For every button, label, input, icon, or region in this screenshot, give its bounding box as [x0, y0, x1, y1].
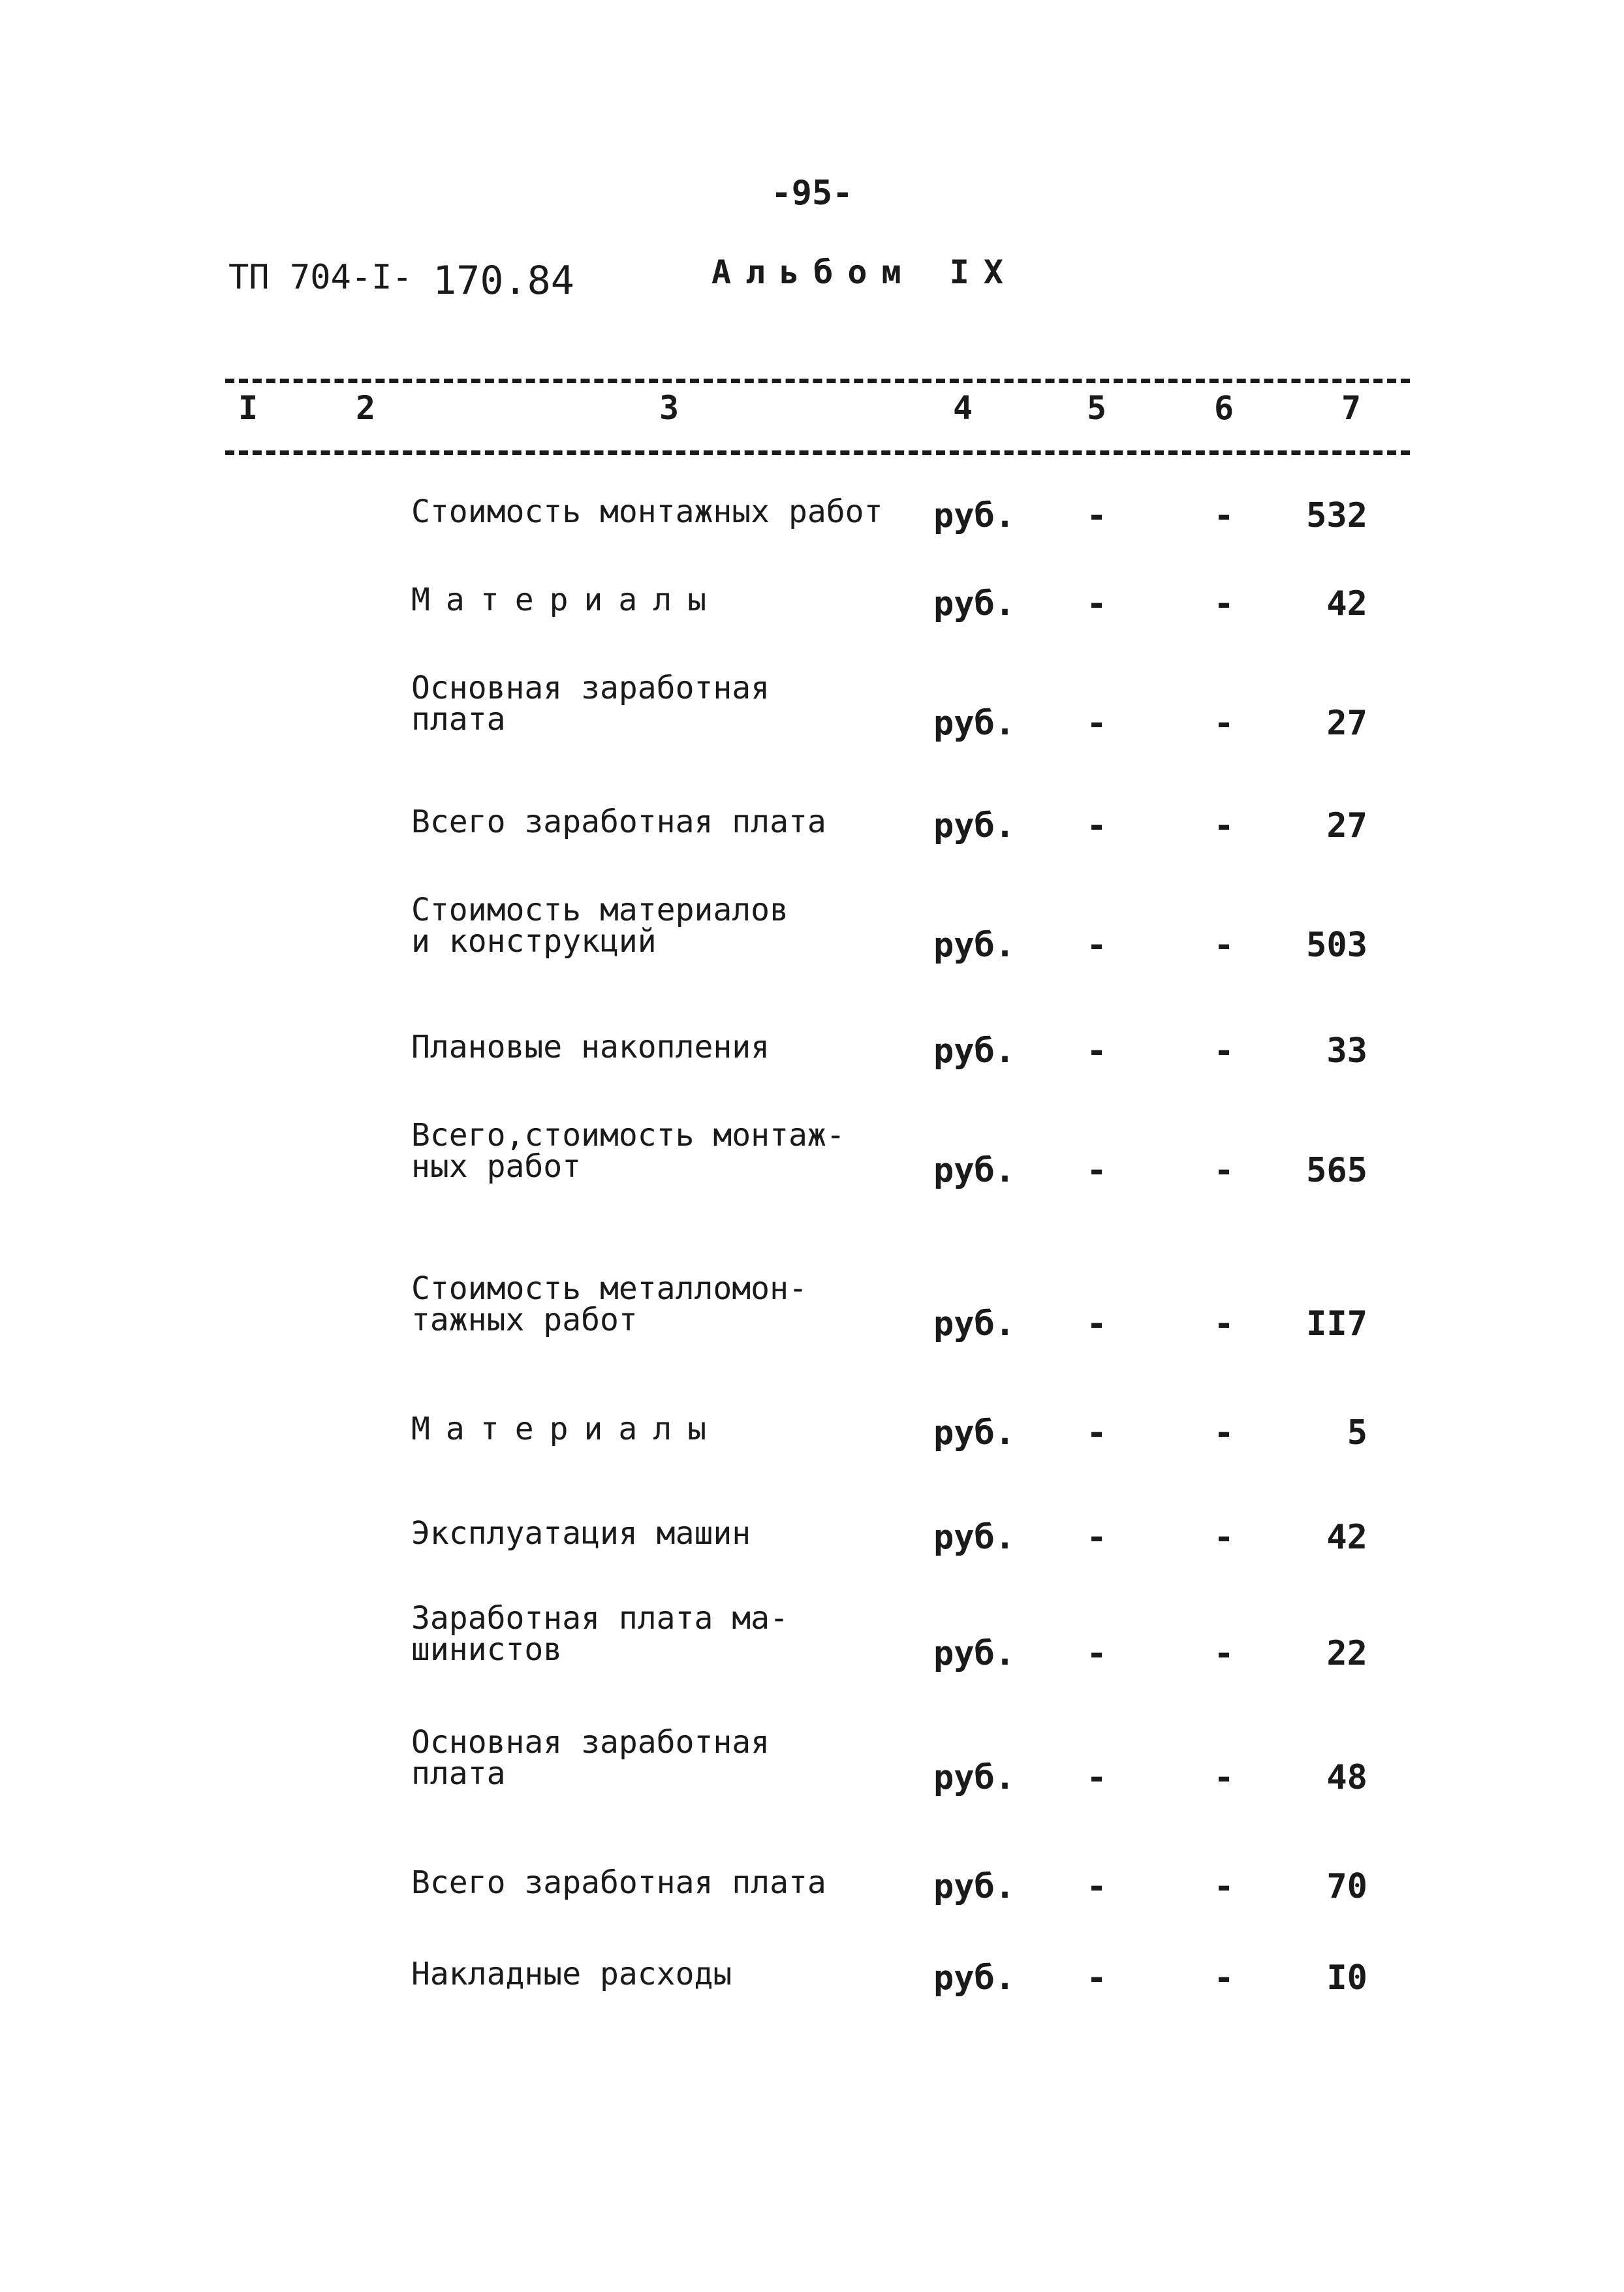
row-description-line: Накладные расходы	[411, 1956, 732, 1992]
row-description-line: Стоимость металломон-	[411, 1270, 807, 1307]
document-code	[228, 256, 574, 304]
column-header-5: 5	[1086, 389, 1107, 427]
table-row	[0, 1958, 1624, 2043]
table-row	[0, 1515, 1624, 1603]
row-col5-dash: -	[1086, 1304, 1107, 1343]
row-unit: руб.	[933, 584, 1016, 623]
row-description-line: Эксплуатация машин	[411, 1515, 751, 1552]
row-description	[411, 1724, 770, 1792]
row-unit: руб.	[933, 1958, 1016, 1998]
row-unit: руб.	[933, 496, 1016, 535]
row-col6-dash: -	[1213, 704, 1234, 743]
row-description	[411, 1958, 732, 1990]
column-header-6: 6	[1213, 389, 1234, 427]
table-header-bottom-rule	[225, 450, 1410, 455]
row-value: 22	[1326, 1634, 1367, 1673]
table-row	[0, 1600, 1624, 1688]
row-description	[411, 670, 770, 738]
row-description-line: и конструкций	[411, 923, 657, 960]
row-description-line: Материалы	[411, 582, 723, 618]
column-header-3: 3	[659, 389, 679, 427]
column-header-1: I	[238, 389, 258, 427]
table-row	[0, 672, 1624, 757]
table-header-top-rule	[225, 379, 1410, 383]
row-description-line: Материалы	[411, 1411, 723, 1447]
row-value: 48	[1326, 1758, 1367, 1797]
row-col5-dash: -	[1086, 1031, 1107, 1071]
row-unit: руб.	[933, 1413, 1016, 1452]
row-description	[411, 892, 789, 960]
row-description	[411, 1600, 789, 1668]
table-row	[0, 1117, 1624, 1204]
album-title: Альбом IX	[711, 253, 1018, 291]
row-col6-dash: -	[1213, 1304, 1234, 1343]
row-col6-dash: -	[1213, 1413, 1234, 1452]
row-col5-dash: -	[1086, 1151, 1107, 1190]
row-description	[411, 1031, 770, 1063]
row-description	[411, 1117, 845, 1185]
row-value: 503	[1306, 926, 1367, 965]
column-header-2: 2	[355, 389, 376, 427]
row-value: 42	[1326, 1518, 1367, 1557]
row-value: 5	[1347, 1413, 1367, 1452]
row-value: 565	[1306, 1151, 1367, 1190]
row-description	[411, 1270, 807, 1338]
row-col6-dash: -	[1213, 1758, 1234, 1797]
row-description	[411, 584, 722, 616]
row-col6-dash: -	[1213, 1958, 1234, 1998]
table-row	[0, 894, 1624, 979]
row-col5-dash: -	[1086, 496, 1107, 535]
row-value: I0	[1326, 1958, 1367, 1998]
row-value: 27	[1326, 704, 1367, 743]
row-description-line: Основная заработная	[411, 1724, 770, 1761]
row-col5-dash: -	[1086, 1758, 1107, 1797]
row-unit: руб.	[933, 1304, 1016, 1343]
row-description	[411, 1515, 751, 1552]
document-code-number: 170.84	[433, 258, 574, 304]
row-description-line: Всего,стоимость монтаж-	[411, 1117, 845, 1154]
column-header-7: 7	[1341, 389, 1362, 427]
row-description-line: ных работ	[411, 1148, 582, 1185]
row-col6-dash: -	[1213, 926, 1234, 965]
row-col5-dash: -	[1086, 1867, 1107, 1906]
column-header-4: 4	[952, 389, 973, 427]
row-value: 33	[1326, 1031, 1367, 1071]
row-col5-dash: -	[1086, 1413, 1107, 1452]
row-unit: руб.	[933, 1867, 1016, 1906]
row-value: 70	[1326, 1867, 1367, 1906]
row-col6-dash: -	[1213, 806, 1234, 845]
row-col5-dash: -	[1086, 806, 1107, 845]
row-description-line: плата	[411, 1755, 506, 1792]
row-unit: руб.	[933, 1031, 1016, 1071]
row-col5-dash: -	[1086, 926, 1107, 965]
row-description-line: Заработная плата ма-	[411, 1600, 789, 1637]
page-number: -95-	[771, 174, 853, 213]
row-description-line: Стоимость монтажных работ	[411, 494, 883, 530]
row-unit: руб.	[933, 1151, 1016, 1190]
row-unit: руб.	[933, 704, 1016, 743]
table-row	[0, 584, 1624, 669]
row-description-line: Всего заработная плата	[411, 804, 826, 840]
row-col5-dash: -	[1086, 1518, 1107, 1557]
document-code-prefix: ТП 704-I-	[228, 258, 413, 297]
row-col5-dash: -	[1086, 1634, 1107, 1673]
table-row	[0, 1031, 1624, 1116]
row-value: II7	[1306, 1304, 1367, 1343]
row-unit: руб.	[933, 1634, 1016, 1673]
row-description-line: шинистов	[411, 1631, 563, 1668]
row-description-line: Основная заработная	[411, 670, 770, 706]
table-row	[0, 1864, 1624, 1952]
row-description-line: Стоимость материалов	[411, 892, 789, 928]
row-description-line: Всего заработная плата	[411, 1864, 826, 1901]
row-description	[411, 806, 826, 838]
table-row	[0, 496, 1624, 581]
row-unit: руб.	[933, 806, 1016, 845]
row-value: 27	[1326, 806, 1367, 845]
row-col5-dash: -	[1086, 704, 1107, 743]
row-unit: руб.	[933, 926, 1016, 965]
row-description-line: тажных работ	[411, 1302, 638, 1338]
row-description-line: Плановые накопления	[411, 1029, 770, 1065]
row-col6-dash: -	[1213, 1634, 1234, 1673]
row-description	[411, 1413, 722, 1445]
row-col6-dash: -	[1213, 1151, 1234, 1190]
row-col6-dash: -	[1213, 496, 1234, 535]
row-col6-dash: -	[1213, 1518, 1234, 1557]
row-col5-dash: -	[1086, 584, 1107, 623]
row-unit: руб.	[933, 1518, 1016, 1557]
row-description	[411, 1864, 826, 1901]
table-row	[0, 806, 1624, 891]
table-row	[0, 1413, 1624, 1498]
table-row	[0, 1724, 1624, 1812]
row-description	[411, 494, 883, 530]
row-description-line: плата	[411, 701, 506, 738]
row-unit: руб.	[933, 1758, 1016, 1797]
table-row	[0, 1270, 1624, 1358]
row-col6-dash: -	[1213, 1031, 1234, 1071]
row-col6-dash: -	[1213, 1867, 1234, 1906]
row-value: 532	[1306, 496, 1367, 535]
row-col6-dash: -	[1213, 584, 1234, 623]
row-col5-dash: -	[1086, 1958, 1107, 1998]
row-value: 42	[1326, 584, 1367, 623]
